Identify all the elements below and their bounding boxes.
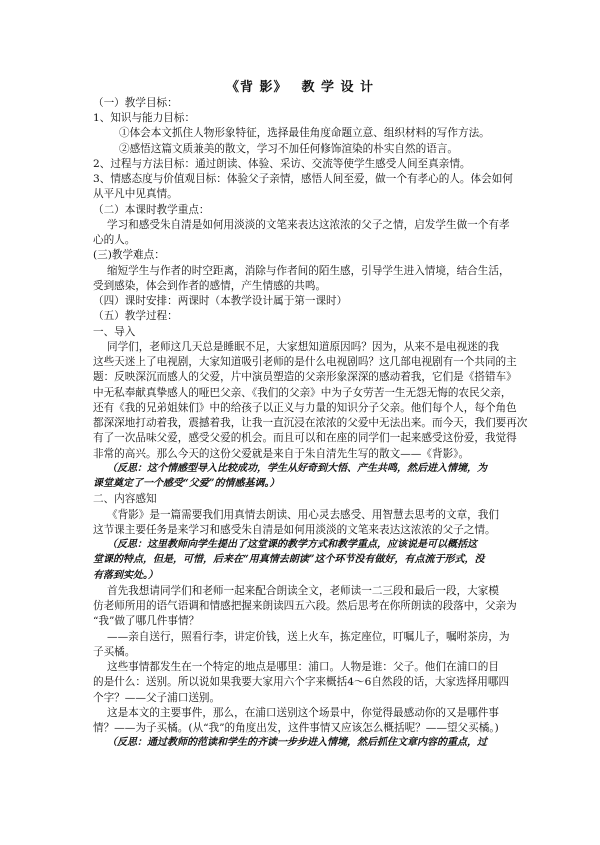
title-main: 《背 影》 [225,80,288,95]
paragraph-line: 题：反映深沉而感人的父爱，片中演员塑造的父亲形象深深的感动着我，它们是《搭错车》 [93,371,517,383]
section-heading: （五）教学过程： [93,310,178,322]
section-heading: （四）课时安排：两课时（本教学设计属于第一课时） [93,295,348,307]
section-heading: （一）教学目标： [93,97,178,109]
reflection-note: （反思：这里教师向学生提出了这堂课的教学方式和教学重点，应该说是可以概括这 [107,539,477,550]
paragraph-line: 个字？——父子浦口送别。 [93,692,221,704]
paragraph-line: 首先我想请同学们和老师一起来配合朗读全文，老师读一二三段和最后一段，大家模 [107,585,499,597]
section-heading: （二）本课时教学重点： [93,204,210,216]
paragraph-line: 缩短学生与作者的时空距离，消除与作者间的陌生感，引导学生进入情境，结合生活， [107,265,510,277]
section-heading: (三)教学难点： [93,249,165,261]
paragraph-line: 这些天迷上了电视剧，大家知道吸引老师的是什么电视剧吗？这几部电视剧有一个共同的主 [93,356,517,368]
reflection-note: 堂课的特点，但是，可惜，后来在“用真情去朗读”这个环节没有做好，有点流于形式，没 [93,554,485,565]
title-sub: 教 学 设 计 [301,80,375,95]
paragraph-line: 子买橘。 [93,646,136,658]
paragraph-line: 情？——为子买橘。(从“我”的角度出发，这件事情又应该怎么概括呢？——望父买橘。) [93,722,499,734]
paragraph-line: 同学们，老师这几天总是睡眠不足，大家想知道原因吗？因为，从来不是电视迷的我 [107,341,499,353]
paragraph-line: 的是什么：送别。所以说如果我要大家用六个字来概括4～6自然段的话，大家选择用哪四 [93,676,510,688]
paragraph-line: 受到感染，体会到作者的感情，产生情感的共鸣。 [93,280,327,292]
paragraph-line: “我”做了哪几件事情？ [93,615,200,627]
doc-title [0,76,600,95]
paragraph-line: 仿老师所用的语气语调和情感把握来朗读四五六段。然后思考在你所朗读的段落中，父亲为 [93,600,517,612]
paragraph-line: 2、过程与方法目标：通过朗读、体验、采访、交流等使学生感受人间至真亲情。 [93,158,471,170]
subheading: 1、知识与能力目标： [93,112,196,124]
paragraph-line: 都深深地打动着我，震撼着我，让我一直沉浸在浓浓的父爱中无法出来。而今天，我们要再次 [93,417,528,429]
paragraph-line: 这节课主要任务是来学习和感受朱自清是如何用淡淡的文笔来表达这浓浓的父子之情。 [93,524,496,536]
list-item: ②感悟这篇文质兼美的散文，学习不加任何修饰渲染的朴实自然的语言。 [119,143,458,155]
paragraph-line: 这是本文的主要事件，那么，在浦口送别这个场景中，你觉得最感动你的又是哪件事 [107,707,499,719]
reflection-note: （反思：这个情感型导入比较成功，学生从好奇到大悟、产生共鸣，然后进入情境，为 [107,463,487,474]
paragraph-line: 学习和感受朱自清是如何用淡淡的文笔来表达这浓浓的父子之情，启发学生做一个有孝 [107,219,510,231]
reflection-note: 有落到实处。） [93,570,158,581]
paragraph-line: 还有《我的兄弟姐妹们》中的给孩子以正义与力量的知识分子父亲。他们每个人，每个角色 [93,402,517,414]
paragraph-line: 心的人。 [93,234,136,246]
paragraph-line: 有了一次品味父爱，感受父爱的机会。而且可以和在座的同学们一起来感受这份爱，我觉得 [93,432,517,444]
paragraph-line: 3、情感态度与价值观目标：体验父子亲情，感悟人间至爱，做一个有孝心的人。体会如何 [93,173,513,185]
paragraph-line: 《背影》是一篇需要我们用真情去朗读、用心灵去感受、用智慧去思考的文章，我们 [107,509,499,521]
reflection-note: 课堂奠定了一个感受“父爱”的情感基调。） [93,478,280,489]
list-item: ①体会本文抓住人物形象特征，选择最佳角度命题立意、组织材料的写作方法。 [119,127,490,139]
paragraph-line: 非常的高兴。那么今天的这份父爱就是来自于朱自清先生写的散文——《背影》。 [93,448,470,460]
paragraph-line: ——亲自送行，照看行李，讲定价钱，送上火车，拣定座位，叮嘱儿子，嘱咐茶房，为 [107,631,510,643]
paragraph-line: 这些事情都发生在一个特定的地点是哪里：浦口。人物是谁：父子。他们在浦口的目 [107,661,499,673]
paragraph-line: 中无私奉献真挚感人的哑巴父亲、《我们的父亲》中为子女劳苦一生无怨无悔的农民父亲， [93,387,512,399]
paragraph-line: 从平凡中见真情。 [93,188,178,200]
subheading: 二、内容感知 [93,493,157,505]
reflection-note: （反思：通过教师的范读和学生的齐读一步步进入情境，然后抓住文章内容的重点，过 [107,737,487,748]
subheading: 一、导入 [93,326,136,338]
